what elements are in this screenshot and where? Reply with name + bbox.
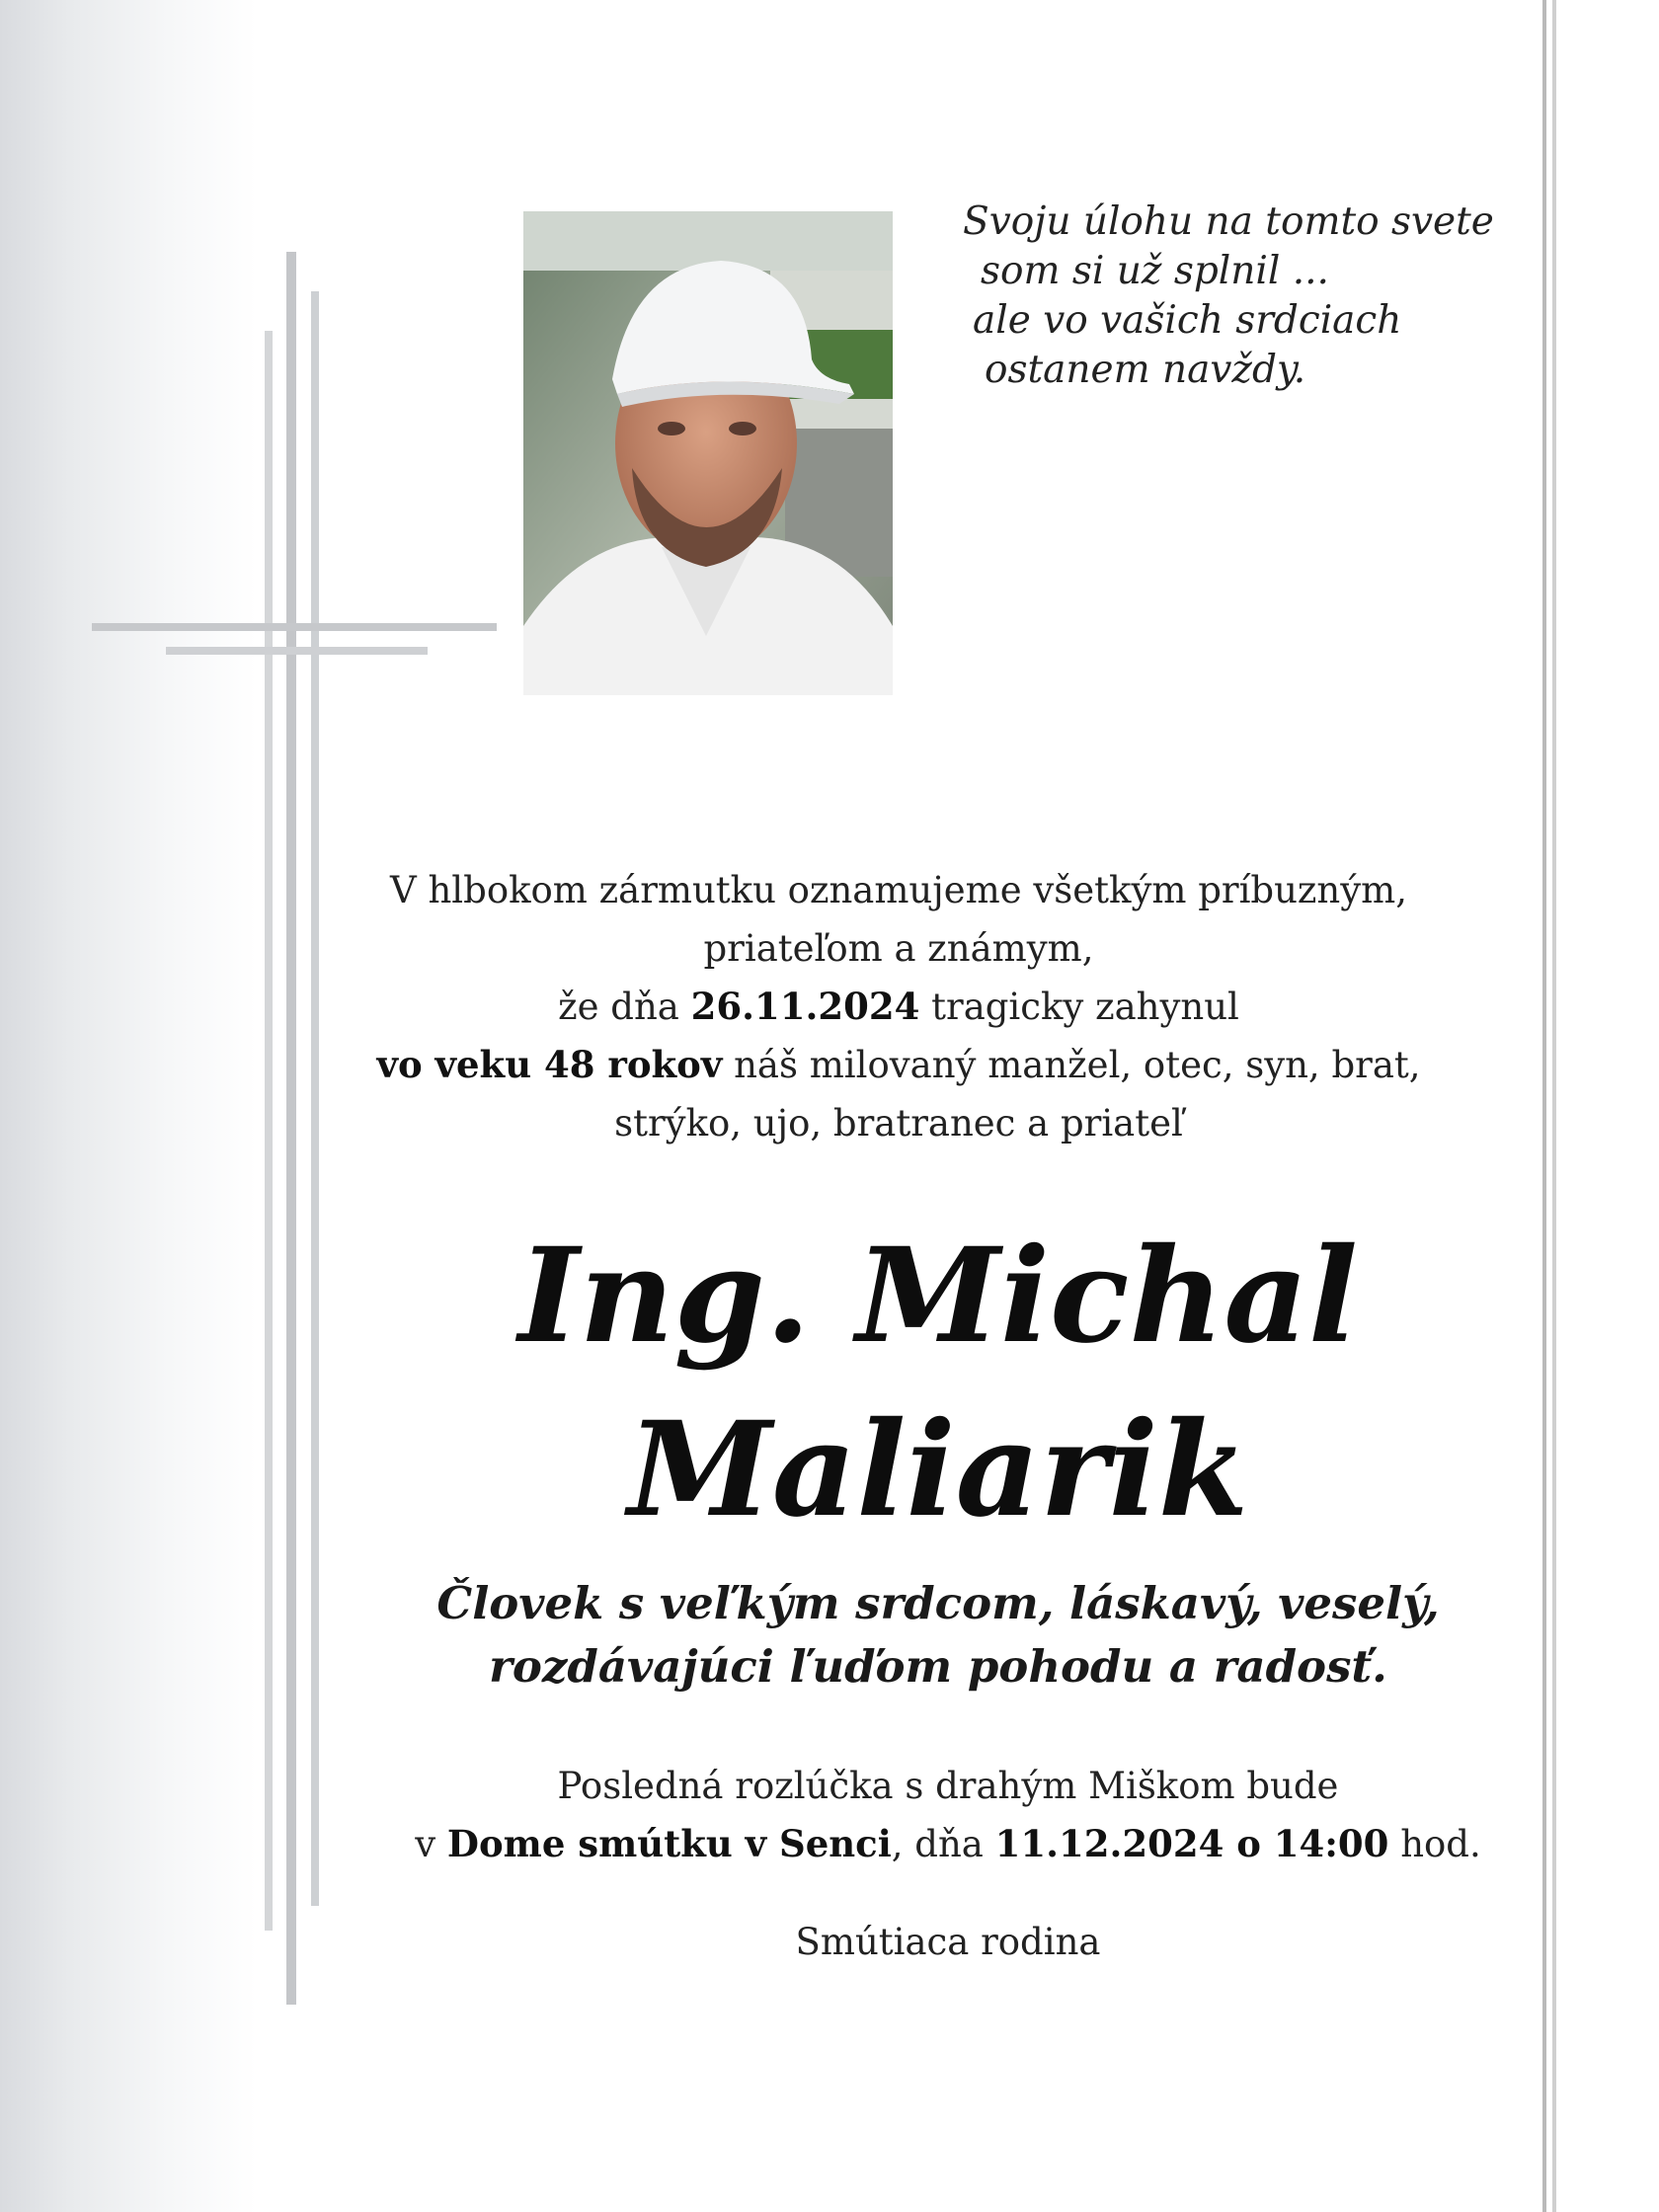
farewell-place: Dome smútku v Senci	[446, 1822, 892, 1865]
text-span: náš milovaný manžel, otec, syn, brat,	[722, 1044, 1421, 1086]
quote-line: Svoju úlohu na tomto svete	[963, 199, 1494, 244]
text-span: v	[415, 1823, 447, 1865]
quote-line: ostanem navždy.	[985, 348, 1306, 392]
name-line: Ing. Michal	[517, 1220, 1359, 1373]
text-span: tragicky zahynul	[919, 986, 1239, 1028]
quote-line: ale vo vašich srdciach	[973, 298, 1402, 343]
farewell-line	[336, 1815, 1560, 1873]
name-line: Maliarik	[627, 1393, 1249, 1546]
quote-line: som si už splnil ...	[981, 249, 1329, 293]
announcement-line: priateľom a známym,	[703, 927, 1094, 970]
epitaph	[326, 1572, 1550, 1698]
portrait-photo	[523, 211, 893, 695]
text-span: že dňa	[558, 986, 691, 1028]
announcement-line	[326, 978, 1471, 1036]
memorial-quote	[963, 198, 1536, 395]
deceased-name	[326, 1210, 1550, 1557]
announcement-text	[326, 861, 1471, 1152]
announcement-line: V hlbokom zármutku oznamujeme všetkým príbuzným,	[390, 869, 1407, 911]
age-phrase: vo veku 48 rokov	[376, 1043, 723, 1086]
date-of-death: 26.11.2024	[690, 985, 920, 1028]
text-span: hod.	[1388, 1823, 1481, 1865]
epitaph-line: rozdávajúci ľuďom pohodu a radosť.	[489, 1640, 1387, 1693]
signature: Smútiaca rodina	[795, 1921, 1101, 1963]
farewell-info	[336, 1758, 1560, 1873]
epitaph-line: Človek s veľkým srdcom, láskavý, veselý,	[436, 1577, 1440, 1629]
announcement-line: strýko, ujo, bratranec a priateľ	[614, 1102, 1183, 1145]
farewell-line: Posledná rozlúčka s drahým Miškom bude	[557, 1765, 1339, 1807]
announcement-line	[326, 1036, 1471, 1094]
text-span: , dňa	[891, 1823, 995, 1865]
right-border-lines	[1542, 0, 1556, 2212]
farewell-datetime: 11.12.2024 o 14:00	[994, 1822, 1389, 1865]
